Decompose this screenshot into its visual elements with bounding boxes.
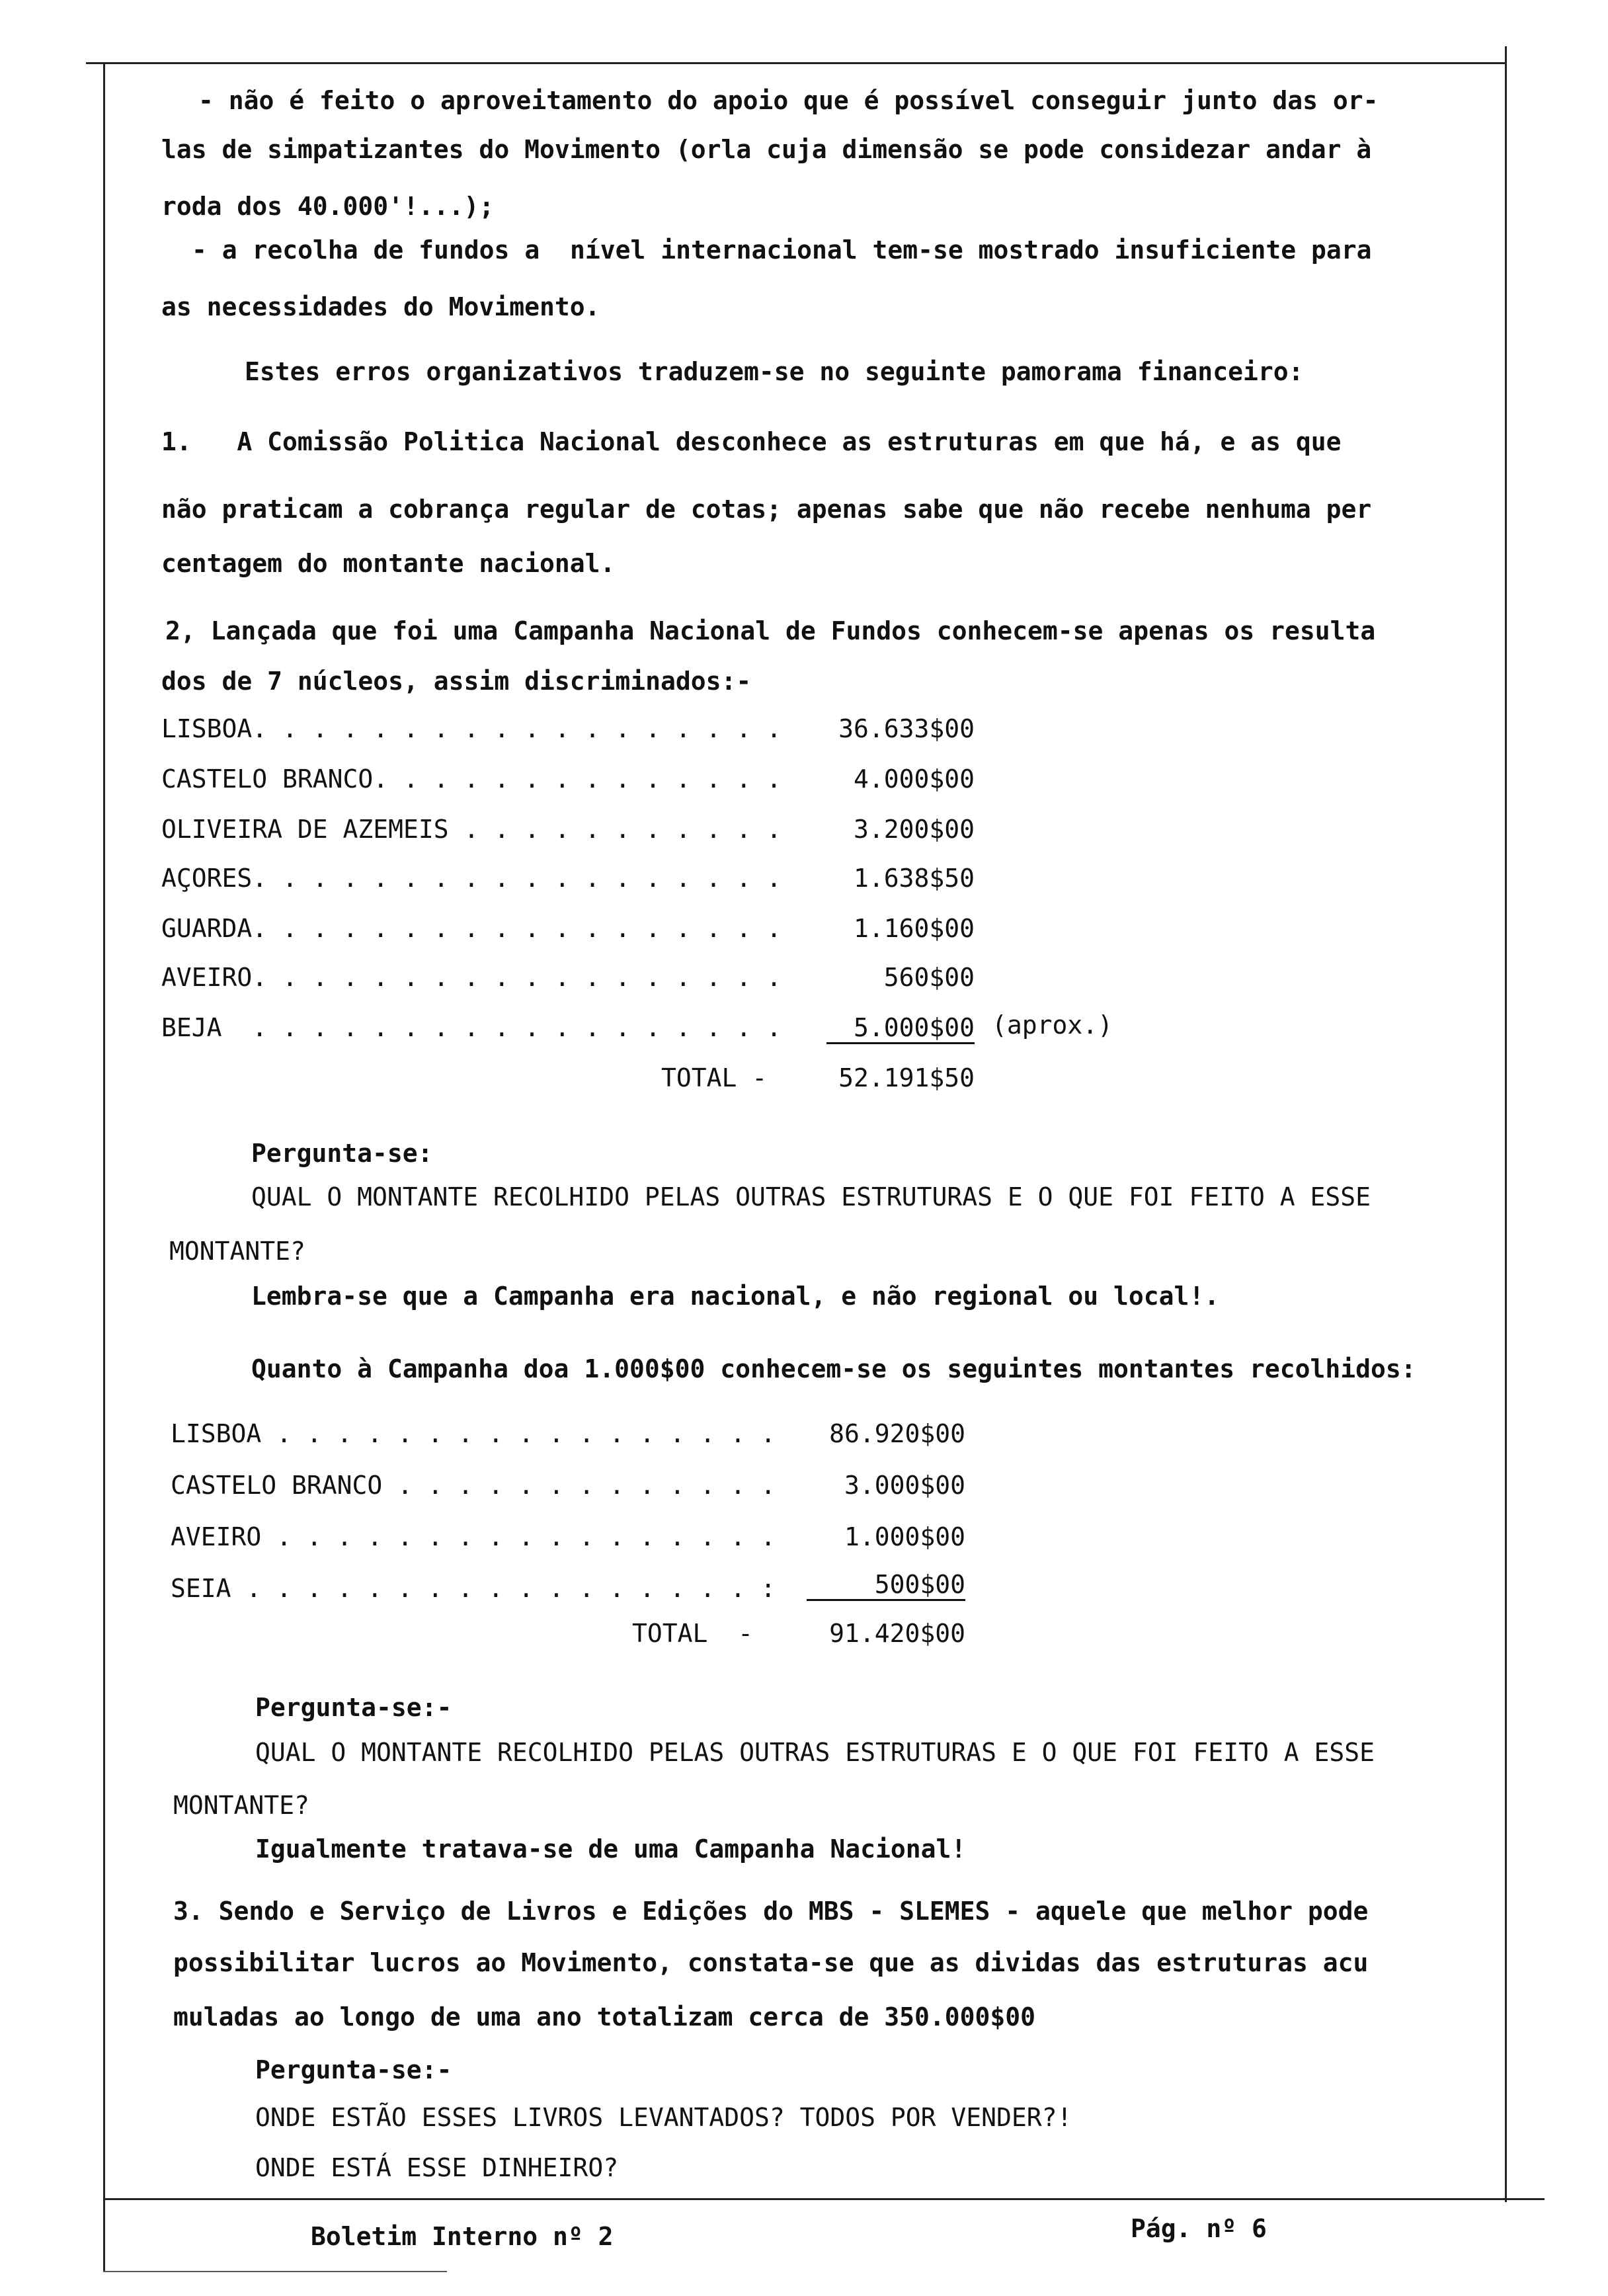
table2-row-label: AVEIRO . . . . . . . . . . . . . . . . .	[171, 1522, 776, 1551]
table1-row-value: 36.633$00	[838, 714, 975, 743]
footer-rule	[103, 2198, 1545, 2200]
section-3-line-1: 3. Sendo e Serviço de Livros e Edições do MBS - SLEMES - aquele que melhor pode	[173, 1897, 1369, 1926]
frame-top-rule	[86, 62, 1505, 64]
frame-left-rule	[103, 63, 105, 2272]
para-2-line-1: - a recolha de fundos a nível internacional tem-se mostrado insuficiente para	[192, 235, 1372, 265]
question-1-intro: Pergunta-se:	[251, 1139, 433, 1168]
para-2-line-2: as necessidades do Movimento.	[161, 292, 600, 321]
table1-row-label: BEJA . . . . . . . . . . . . . . . . . .	[161, 1013, 782, 1042]
table1-row-label: GUARDA. . . . . . . . . . . . . . . . . .	[161, 914, 782, 943]
section-1-line-3: centagem do montante nacional.	[161, 549, 616, 578]
section-1-line-1: 1. A Comissão Politica Nacional desconhece as estruturas em que há, e as que	[161, 427, 1342, 456]
question-1-reminder: Lembra-se que a Campanha era nacional, e não regional ou local!.	[251, 1282, 1220, 1311]
section-2-line-2: dos de 7 núcleos, assim discriminados:-	[161, 667, 752, 696]
para-1-line-3: roda dos 40.000'!...);	[161, 192, 495, 221]
table2-row-label: LISBOA . . . . . . . . . . . . . . . . .	[171, 1419, 776, 1448]
campaign-2-intro: Quanto à Campanha doa 1.000$00 conhecem-se os seguintes montantes recolhidos:	[251, 1354, 1416, 1383]
table1-row-value: 1.160$00	[853, 914, 975, 943]
table2-row-label: SEIA . . . . . . . . . . . . . . . . . :	[171, 1574, 776, 1603]
para-1-line-1: - não é feito o aproveitamento do apoio que é possível conseguir junto das or-	[198, 86, 1379, 115]
table1-beja-note: (aprox.)	[992, 1010, 1113, 1040]
question-2-line-2: MONTANTE?	[173, 1791, 309, 1820]
question-1-line-1: QUAL O MONTANTE RECOLHIDO PELAS OUTRAS ESTRUTURAS E O QUE FOI FEITO A ESSE	[251, 1182, 1371, 1211]
question-2-intro: Pergunta-se:-	[255, 1693, 452, 1722]
section-3-line-3: muladas ao longo de uma ano totalizam cerca de 350.000$00	[173, 2002, 1036, 2031]
table1-row-value: 5.000$00	[826, 1013, 975, 1044]
table1-row-label: AÇORES. . . . . . . . . . . . . . . . . .	[161, 864, 782, 893]
frame-bottom-rule	[103, 2271, 447, 2272]
table2-total-label: TOTAL -	[632, 1619, 754, 1648]
table1-row-value: 3.200$00	[853, 815, 975, 844]
table1-total-value: 52.191$50	[838, 1063, 975, 1092]
table1-row-label: CASTELO BRANCO. . . . . . . . . . . . . .	[161, 764, 782, 794]
question-1-line-2: MONTANTE?	[169, 1237, 305, 1266]
footer-bulletin-title: Boletim Interno nº 2	[311, 2222, 614, 2251]
para-1-line-2: las de simpatizantes do Movimento (orla cuja dimensão se pode considezar andar à	[161, 135, 1372, 164]
section-2-line-1: 2, Lançada que foi uma Campanha Nacional de Fundos conhecem-se apenas os resulta	[165, 616, 1376, 645]
table1-row-value: 560$00	[883, 963, 975, 992]
table1-row-value: 4.000$00	[853, 764, 975, 794]
table2-row-value: 500$00	[807, 1570, 965, 1601]
frame-right-rule	[1505, 46, 1507, 2202]
table2-row-value: 3.000$00	[844, 1471, 965, 1500]
question-2-line-1: QUAL O MONTANTE RECOLHIDO PELAS OUTRAS ESTRUTURAS E O QUE FOI FEITO A ESSE	[255, 1738, 1375, 1767]
question-2-note: Igualmente tratava-se de uma Campanha Nacional!	[255, 1834, 967, 1864]
table1-row-label: OLIVEIRA DE AZEMEIS . . . . . . . . . . .	[161, 815, 782, 844]
table2-row-value: 86.920$00	[829, 1419, 965, 1448]
section-3-question-1: ONDE ESTÃO ESSES LIVROS LEVANTADOS? TODOS POR VENDER?!	[255, 2103, 1072, 2132]
table2-row-value: 1.000$00	[844, 1522, 965, 1551]
table2-row-label: CASTELO BRANCO . . . . . . . . . . . . .	[171, 1471, 776, 1500]
section-3-question-intro: Pergunta-se:-	[255, 2055, 452, 2084]
section-1-line-2: não praticam a cobrança regular de cotas; apenas sabe que não recebe nenhuma per	[161, 495, 1372, 524]
table1-row-value: 1.638$50	[853, 864, 975, 893]
footer-page-number: Pág. nº 6	[1131, 2214, 1267, 2243]
table2-total-value: 91.420$00	[829, 1619, 965, 1648]
para-3: Estes erros organizativos traduzem-se no seguinte pamorama financeiro:	[245, 357, 1304, 386]
table1-total-label: TOTAL -	[661, 1063, 768, 1092]
table1-row-label: AVEIRO. . . . . . . . . . . . . . . . . .	[161, 963, 782, 992]
table1-row-label: LISBOA. . . . . . . . . . . . . . . . . .	[161, 714, 782, 743]
section-3-question-2: ONDE ESTÁ ESSE DINHEIRO?	[255, 2153, 619, 2182]
section-3-line-2: possibilitar lucros ao Movimento, constata-se que as dividas das estruturas acu	[173, 1948, 1369, 1977]
